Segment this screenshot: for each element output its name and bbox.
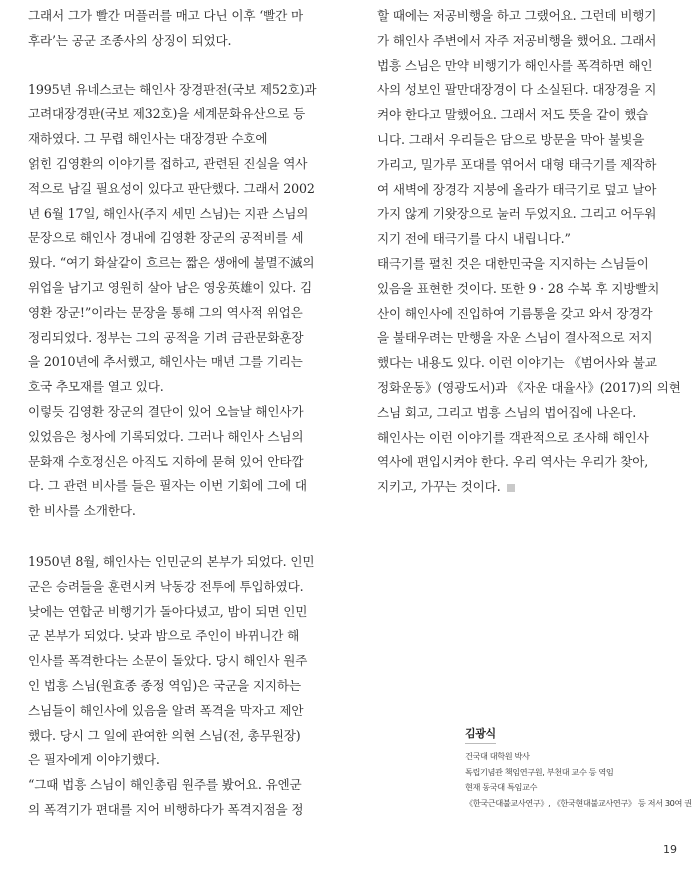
text-line: 군 본부가 되었다. 낮과 밤으로 주인이 바뀌니간 해 (28, 628, 300, 644)
end-mark-square-icon (507, 484, 515, 492)
text-line: 년 6월 17일, 해인사(주지 세민 스님)는 지관 스님의 (28, 205, 309, 221)
author-name: 김광식 (465, 726, 496, 744)
text-line: 있었음은 청사에 기록되었다. 그러나 해인사 스님의 (28, 428, 304, 444)
text-line: 해인사는 이런 이야기를 객관적으로 조사해 해인사 (377, 429, 649, 445)
page-number: 19 (663, 843, 677, 856)
paragraph (377, 252, 681, 426)
text-line: 이렇듯 김영환 장군의 결단이 있어 오늘날 해인사가 (28, 403, 304, 419)
text-line: 할 때에는 저공비행을 하고 그랬어요. 그런데 비행기 (377, 8, 657, 23)
text-line: 산이 해인사에 진입하여 기름통을 갖고 와서 장경각 (377, 305, 653, 321)
text-line: 역사에 편입시켜야 한다. 우리 역사는 우리가 찾아, (377, 454, 649, 470)
text-line: 얽힌 김영환의 이야기를 접하고, 관련된 진실을 역사 (28, 155, 308, 171)
text-line: 켜야 한다고 말했어요. 그래서 저도 뜻을 같이 했습 (377, 107, 649, 123)
text-line: 정리되었다. 정부는 그의 공적을 기려 금관문화훈장 (28, 329, 304, 345)
paragraph (28, 773, 328, 823)
text-line: 후라’는 공군 조종사의 상징이 되었다. (28, 32, 232, 48)
text-line: 호국 추모재를 열고 있다. (28, 379, 164, 395)
text-line: 을 불태우려는 만행을 자운 스님이 결사적으로 저지 (377, 330, 653, 346)
text-line: 인사를 폭격한다는 소문이 돌았다. 당시 해인사 원주 (28, 653, 308, 669)
text-line: 지기 전에 태극기를 다시 내립니다.” (377, 231, 571, 247)
text-line: 정화운동》(영광도서)과 《자운 대율사》(2017)의 의현 (377, 379, 681, 395)
text-line: 1950년 8월, 해인사는 인민군의 본부가 되었다. 인민 (28, 553, 315, 569)
text-line: 적으로 남길 필요성이 있다고 판단했다. 그래서 2002 (28, 180, 315, 196)
text-line: 인 법흥 스님(원효종 종정 역임)은 국군을 지지하는 (28, 677, 301, 693)
text-line: 스님들이 해인사에 있음을 알려 폭격을 막자고 제안 (28, 702, 304, 718)
text-line-content: 지키고, 가꾸는 것이다. (377, 479, 501, 495)
author-bio-line: 독립기념관 책임연구원, 부천대 교수 등 역임 (465, 766, 614, 777)
text-line: 1995년 유네스코는 해인사 장경판전(국보 제52호)과 (28, 81, 317, 97)
right-text-column (377, 0, 681, 500)
text-line: 다. 그 관련 비사를 들은 필자는 이번 기회에 그에 대 (28, 478, 307, 494)
paragraph (28, 4, 328, 54)
paragraph (377, 4, 673, 252)
paragraph (28, 78, 328, 400)
text-line: 의 폭격기가 편대를 지어 비행하다가 폭격지점을 정 (28, 801, 304, 817)
text-line: 문장으로 해인사 경내에 김영환 장군의 공적비를 세 (28, 230, 304, 246)
text-line: 을 2010년에 추서했고, 해인사는 매년 그를 기리는 (28, 354, 303, 370)
text-line: 사의 성보인 팔만대장경이 다 소실된다. 대장경을 지 (377, 82, 657, 98)
text-line: 스님 회고, 그리고 법흥 스님의 법어집에 나온다. (377, 404, 637, 420)
text-line: 가지 않게 기왓장으로 눌러 두었지요. 그리고 어두워 (377, 206, 657, 222)
text-line: 한 비사를 소개한다. (28, 503, 136, 519)
text-line: 그래서 그가 빨간 머플러를 매고 다닌 이후 ‘빨간 마 (28, 8, 303, 23)
author-bio-line: 건국대 대학원 박사 (465, 751, 530, 761)
text-line: 여 새벽에 장경각 지붕에 올라가 태극기로 덮고 날아 (377, 181, 657, 197)
text-line: 니다. 그래서 우리들은 담으로 방문을 막아 불빛을 (377, 131, 645, 147)
text-line: 문화재 수호정신은 아직도 지하에 묻혀 있어 안타깝 (28, 453, 304, 469)
paragraph (377, 426, 673, 500)
text-line: 낮에는 연합군 비행기가 돌아다녔고, 밤이 되면 인민 (28, 603, 308, 619)
paragraph (28, 550, 328, 773)
author-info (465, 722, 692, 811)
text-line: 가 해인사 주변에서 자주 저공비행을 했어요. 그래서 (377, 32, 657, 48)
left-text-column (28, 0, 328, 823)
text-line: 고려대장경판(국보 제32호)을 세계문화유산으로 등 (28, 106, 306, 122)
text-line: 법흥 스님은 만약 비행기가 해인사를 폭격하면 해인 (377, 57, 653, 73)
author-bio-line: 《한국근대불교사연구》, 《한국현대불교사연구》 등 저서 30여 권 (465, 797, 692, 808)
text-line: 있음을 표현한 것이다. 또한 9 · 28 수복 후 지방빨치 (377, 280, 660, 296)
text-line: 태극기를 펼친 것은 대한민국을 지지하는 스님들이 (377, 255, 649, 271)
text-line: 가리고, 밀가루 포대를 엮어서 대형 태극기를 제작하 (377, 156, 657, 172)
text-line (377, 475, 673, 500)
author-bio-line: 현재 동국대 특임교수 (465, 782, 537, 792)
text-line: 군은 승려들을 훈련시켜 낙동강 전투에 투입하였다. (28, 578, 304, 594)
text-line: “그때 법흥 스님이 해인총림 원주를 봤어요. 유엔군 (28, 777, 302, 793)
text-line: 웠다. “여기 화살같이 흐르는 짧은 생애에 불멸不滅의 (28, 255, 315, 271)
text-line: 은 필자에게 이야기했다. (28, 752, 160, 768)
paragraph (28, 400, 328, 524)
text-line: 재하였다. 그 무렵 해인사는 대장경판 수호에 (28, 131, 268, 147)
text-line: 했다. 당시 그 일에 관여한 의현 스님(전, 총무원장) (28, 727, 301, 743)
text-line: 영환 장군!”이라는 문장을 통해 그의 역사적 위업은 (28, 304, 303, 320)
text-line: 위업을 남기고 영원히 살아 남은 영웅英雄이 있다. 김 (28, 279, 313, 295)
text-line: 했다는 내용도 있다. 이런 이야기는 《범어사와 불교 (377, 355, 657, 371)
